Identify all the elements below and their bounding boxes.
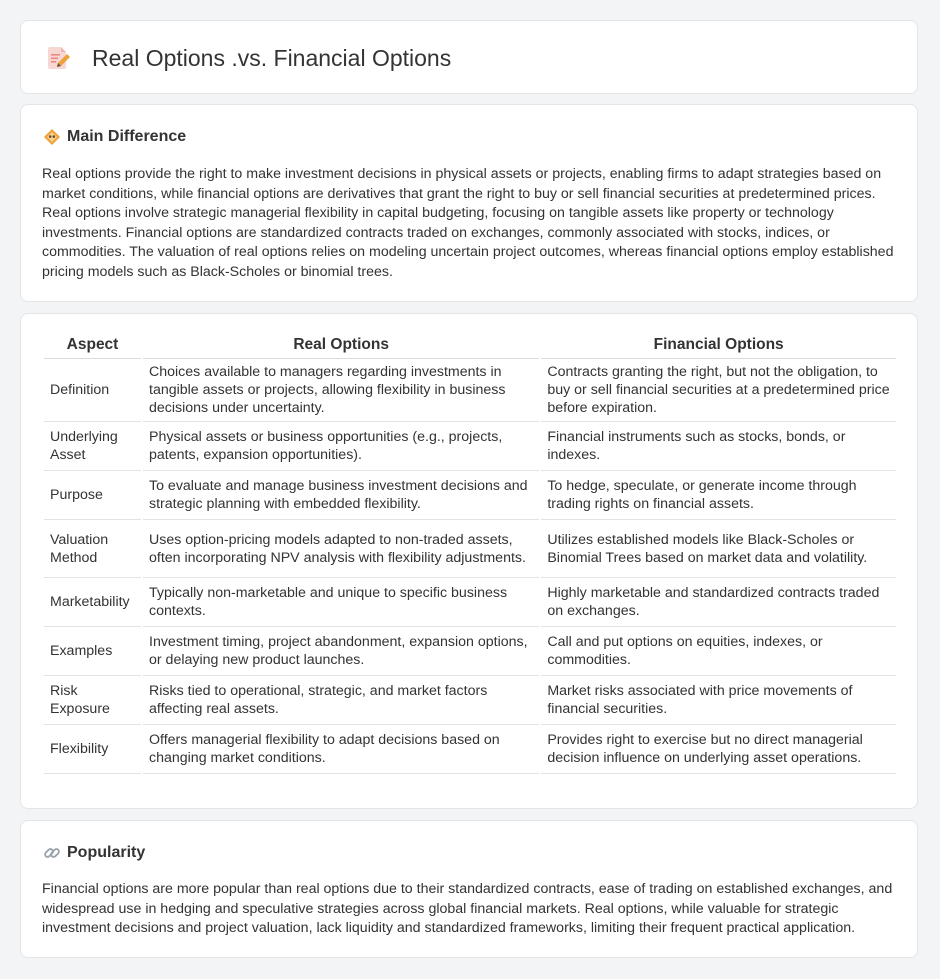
financial-options-cell: Provides right to exercise but no direct managerial decision influence on underlying asset operations. [541,725,896,774]
table-row [44,627,896,676]
aspect-cell: Valuation Method [44,520,141,578]
table-row [44,422,896,471]
popularity-title: Popularity [67,844,146,861]
main-difference-title: Main Difference [67,128,187,145]
table-row [44,520,896,578]
real-options-cell: Uses option-pricing models adapted to non-traded assets, often incorporating NPV analysis with flexibility adjustments. [143,520,539,578]
aspect-cell: Definition [44,359,141,422]
header-card [20,20,918,94]
aspect-cell: Flexibility [44,725,141,774]
comparison-table [42,336,898,774]
real-options-cell: Risks tied to operational, strategic, and market factors affecting real assets. [143,676,539,725]
real-options-cell: To evaluate and manage business investment decisions and strategic planning with embedded flexibility. [143,471,539,520]
financial-options-cell: To hedge, speculate, or generate income through trading rights on financial assets. [541,471,896,520]
table-row [44,725,896,774]
table-row [44,676,896,725]
header-aspect: Aspect [44,336,141,359]
diamond-badge-icon [43,128,61,146]
real-options-cell: Physical assets or business opportunities (e.g., projects, patents, expansion opportunities). [143,422,539,471]
page-title: Real Options .vs. Financial Options [92,45,452,71]
aspect-cell: Examples [44,627,141,676]
main-difference-section [20,104,918,302]
table-header-row [44,336,896,359]
comparison-table-section [20,313,918,809]
header-financial-options: Financial Options [541,336,896,359]
aspect-cell: Risk Exposure [44,676,141,725]
real-options-cell: Choices available to managers regarding investments in tangible assets or projects, allowing flexibility in business decisions under uncertainty. [143,359,539,422]
main-difference-text: Real options provide the right to make investment decisions in physical assets or projects, enabling firms to adapt strategies based on market conditions, while financial options are derivatives that grant the right to buy or sell financial securities at predetermined prices. Real options involve strategic managerial flexibility in capital budgeting, focusing on tangible assets like property or technology investments. Financial options are standardized contracts traded on exchanges, commonly associated with stocks, indices, or commodities. The valuation of real options relies on modeling uncertain project outcomes, whereas financial options employ established pricing models such as Black-Scholes or binomial trees. [42,166,894,280]
real-options-cell: Investment timing, project abandonment, expansion options, or delaying new product launches. [143,627,539,676]
popularity-heading [43,843,145,863]
real-options-cell: Typically non-marketable and unique to specific business contexts. [143,578,539,627]
financial-options-cell: Call and put options on equities, indexes, or commodities. [541,627,896,676]
main-difference-heading [43,127,186,147]
financial-options-cell: Market risks associated with price movements of financial securities. [541,676,896,725]
real-options-cell: Offers managerial flexibility to adapt decisions based on changing market conditions. [143,725,539,774]
popularity-section [20,820,918,958]
financial-options-cell: Highly marketable and standardized contracts traded on exchanges. [541,578,896,627]
financial-options-cell: Utilizes established models like Black-Scholes or Binomial Trees based on market data and volatility. [541,520,896,578]
table-row [44,471,896,520]
document-pencil-icon [47,45,71,71]
financial-options-cell: Financial instruments such as stocks, bonds, or indexes. [541,422,896,471]
link-icon [43,844,61,862]
aspect-cell: Underlying Asset [44,422,141,471]
financial-options-cell: Contracts granting the right, but not the obligation, to buy or sell financial securities at a predetermined price before expiration. [541,359,896,422]
table-row [44,578,896,627]
aspect-cell: Marketability [44,578,141,627]
table-row [44,359,896,422]
header-real-options: Real Options [143,336,539,359]
aspect-cell: Purpose [44,471,141,520]
popularity-text: Financial options are more popular than real options due to their standardized contracts, ease of trading on established exchanges, and widespread use in hedging and speculative strategies across global financial markets. Real options, while valuable for strategic investment decisions and project valuation, lack liquidity and standardized frameworks, limiting their frequent practical application. [42,881,893,936]
